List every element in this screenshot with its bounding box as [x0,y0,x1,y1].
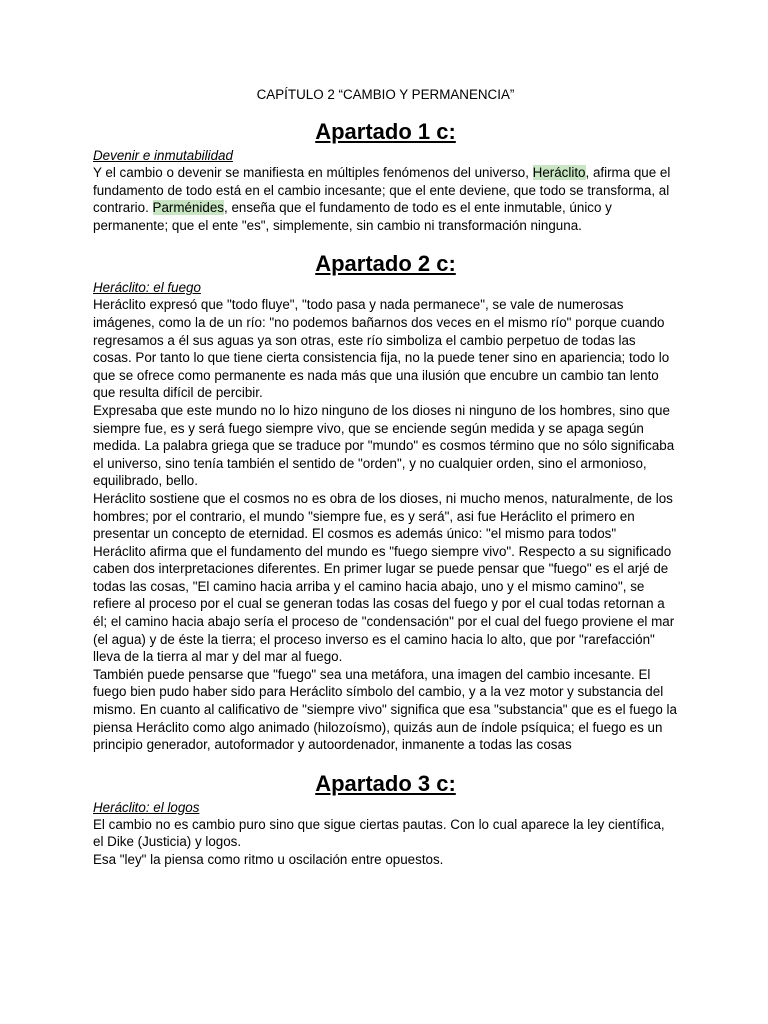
paragraph-text: , afirma que el fundamento de todo está en el cambio incesante; que el ente deviene, que todo se transforma, al contrario. [93,165,671,216]
section-3-subtitle: Heráclito: el logos [93,799,200,815]
highlighted-name-heraclito: Heráclito [532,165,586,180]
paragraph-text: Y el cambio o devenir se manifiesta en múltiples fenómenos del universo, [93,165,533,180]
section-1-title: Apartado 1 c: [315,119,456,144]
section-2-paragraph-5: También puede pensarse que "fuego" sea una metáfora, una imagen del cambio incesante. El fuego bien pudo haber sido para Heráclito símbolo del cambio, y a la vez motor y substancia del mismo. En cuanto al calificativo de "siempre vivo" significa que esa "substancia" que es el fuego la piensa Heráclito como algo animado (hilozoísmo), quizás aun de índole psíquica; el fuego es un principio generador, autoformador y autoordenador, inmanente a todas las cosas [93,666,677,753]
section-3-title: Apartado 3 c: [315,770,456,796]
section-1-paragraph [93,164,678,234]
chapter-title: CAPÍTULO 2 “CAMBIO Y PERMANENCIA” [256,87,515,102]
section-2-paragraph-3: Heráclito sostiene que el cosmos no es obra de los dioses, ni mucho menos, naturalmente, de los hombres; por el contrario, el mundo "siempre fue, es y será", asi fue Heráclito el primero en presentar un concepto de eternidad. El cosmos es además único: "el mismo para todos" [93,490,673,542]
section-2-paragraph-2: Expresaba que este mundo no lo hizo ninguno de los dioses ni ninguno de los hombres, sino que siempre fue, es y será fuego siempre vivo, que se enciende según medida y se apaga según medida. La palabra griega que se traduce por "mundo" es cosmos término que no sólo significaba el universo, sino tenía también el sentido de "orden", y no cualquier orden, sino el armonioso, equilibrado, bello. [93,402,675,489]
section-1-subtitle: Devenir e inmutabilidad [93,148,233,163]
section-3-paragraph-1: El cambio no es cambio puro sino que sigue ciertas pautas. Con lo cual aparece la ley científica, el Dike (Justicia) y logos. [93,816,665,850]
section-3 [93,770,678,869]
section-2-paragraph-1: Heráclito expresó que "todo fluye", "todo pasa y nada permanece", se vale de numerosas imágenes, como la de un río: "no podemos bañarnos dos veces en el mismo río" porque cuando regresamos a él sus aguas ya son otras, este río simboliza el cambio perpetuo de todas las cosas. Por tanto lo que tiene cierta consistencia fija, no la puede tener sino en apariencia; todo lo que se ofrece como permanente es nada más que una ilusión que encubre un cambio tan lento que resulta difícil de percibir. [93,297,670,401]
highlighted-name-parmenides: Parménides [152,200,224,216]
paragraph-text: , enseña que el fundamento de todo es el ente inmutable, único y permanente; que el ente "es", simplemente, sin cambio ni transformación ninguna. [93,200,612,233]
section-2-subtitle: Heráclito: el fuego [93,280,201,296]
section-2-title: Apartado 2 c: [315,251,456,277]
section-1 [93,118,678,234]
section-3-paragraph-2: Esa "ley" la piensa como ritmo u oscilación entre opuestos. [93,852,444,867]
section-2 [93,250,678,753]
section-2-paragraph-4: Heráclito afirma que el fundamento del mundo es "fuego siempre vivo". Respecto a su significado caben dos interpretaciones diferentes. En primer lugar se puede pensar que "fuego" es el arjé de todas las cosas, "El camino hacia arriba y el camino hacia abajo, uno y el mismo camino", se refiere al proceso por el cual se generan todas las cosas del fuego y por el cual todas retornan a él; el camino hacia abajo sería el proceso de "condensación" por el cual del fuego proviene el mar (el agua) y de éste la tierra; el proceso inverso es el camino hacia lo alto, que por "rarefacción" lleva de la tierra al mar y del mar al fuego. [93,543,675,665]
